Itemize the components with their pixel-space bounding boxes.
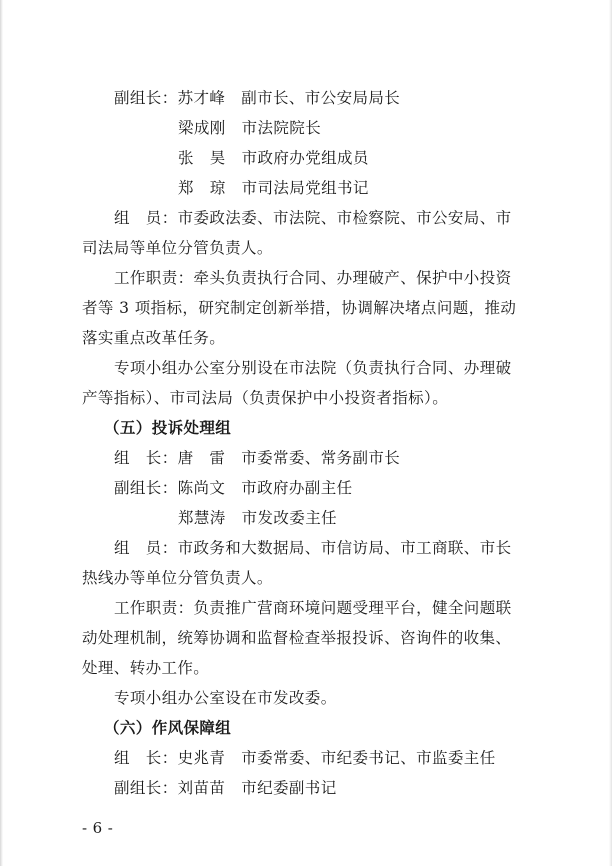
office-paragraph-line: 专项小组办公室分别设在市法院（负责执行合同、办理破: [114, 359, 512, 377]
deputy-leader-line: 郑 琼 市司法局党组书记: [178, 179, 369, 197]
office-paragraph-line: 专项小组办公室设在市发改委。: [114, 689, 337, 707]
section-heading: （五）投诉处理组: [104, 418, 232, 437]
deputy-leader-line: 张 昊 市政府办党组成员: [178, 149, 369, 167]
page-number: - 6 -: [82, 819, 114, 837]
members-line: 司法局等单位分管负责人。: [82, 239, 273, 257]
deputy-leader-line: 梁成刚 市法院院长: [178, 119, 322, 137]
office-paragraph-line: 产等指标）、市司法局（负责保护中小投资者指标）。: [82, 389, 449, 407]
leader-line: 组 长：史兆青 市委常委、市纪委书记、市监委主任: [114, 749, 496, 767]
members-line: 热线办等单位分管负责人。: [82, 569, 273, 587]
deputy-leader-line: 副组长：陈尚文 市政府办副主任: [114, 479, 353, 497]
scan-edge: [0, 0, 3, 866]
members-line: 组 员：市政务和大数据局、市信访局、市工商联、市长: [114, 539, 512, 557]
duties-paragraph-line: 落实重点改革任务。: [82, 329, 226, 347]
duties-paragraph-line: 处理、转办工作。: [82, 659, 210, 677]
duties-paragraph-line: 工作职责：负责推广营商环境问题受理平台，健全问题联: [114, 599, 512, 617]
leader-line: 组 长：唐 雷 市委常委、常务副市长: [114, 449, 401, 467]
duties-paragraph-line: 者等 3 项指标，研究制定创新举措，协调解决堵点问题，推动: [82, 299, 517, 317]
deputy-leader-line: 副组长：刘苗苗 市纪委副书记: [114, 779, 337, 797]
deputy-leader-line: 副组长：苏才峰 副市长、市公安局局长: [114, 89, 401, 107]
duties-paragraph-line: 动处理机制，统筹协调和监督检查举报投诉、咨询件的收集、: [82, 629, 512, 647]
members-line: 组 员：市委政法委、市法院、市检察院、市公安局、市: [114, 209, 512, 227]
deputy-leader-line: 郑慧涛 市发改委主任: [178, 509, 338, 527]
duties-paragraph-line: 工作职责：牵头负责执行合同、办理破产、保护中小投资: [114, 269, 512, 287]
section-heading: （六）作风保障组: [104, 718, 232, 737]
